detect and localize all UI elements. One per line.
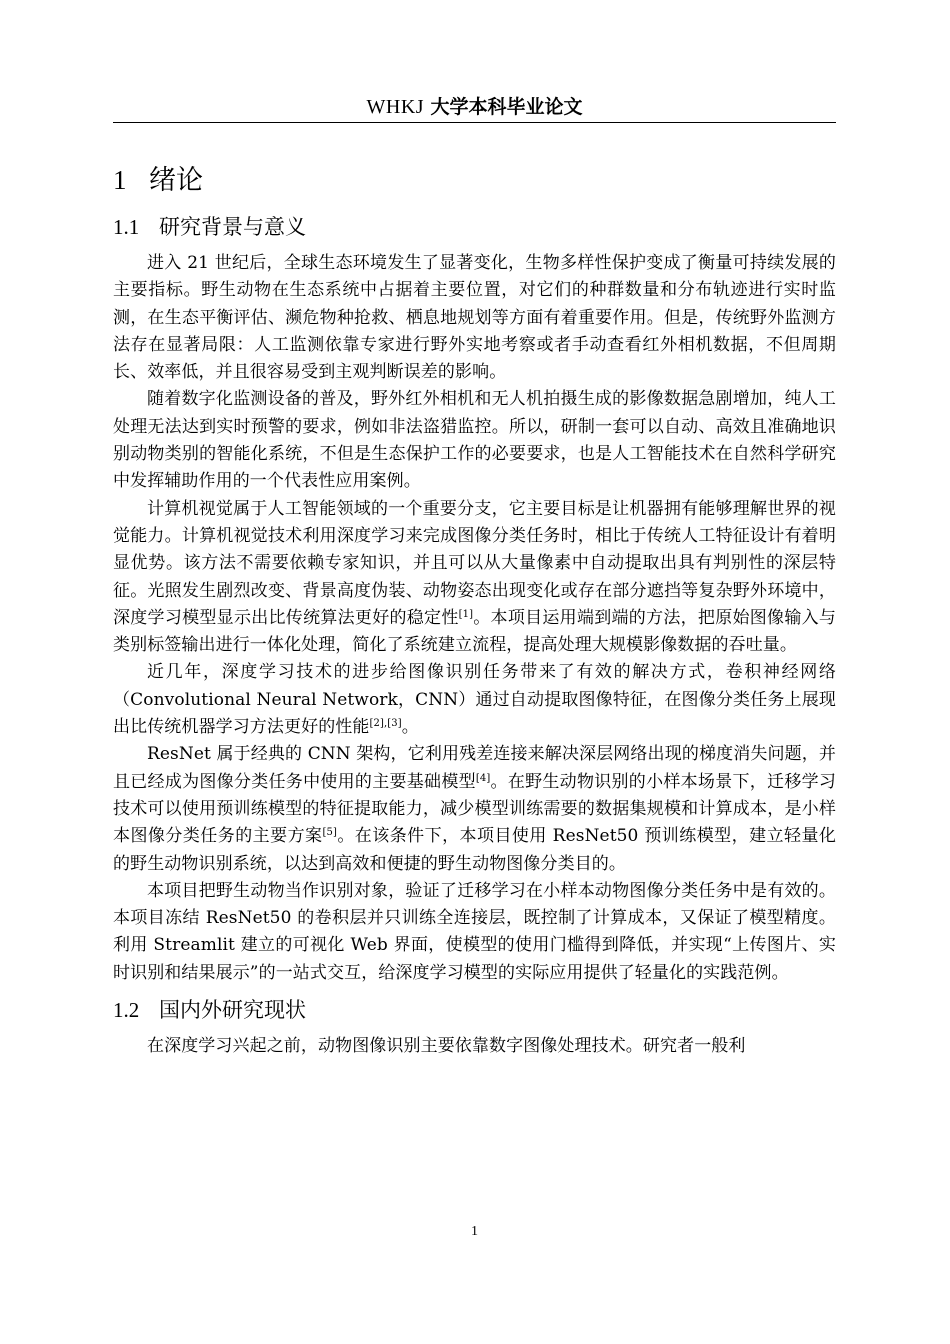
- header-latin: WHKJ: [366, 96, 425, 118]
- running-header: [113, 92, 836, 123]
- paragraph-7: 在深度学习兴起之前，动物图像识别主要依靠数字图像处理技术。研究者一般利: [147, 1036, 746, 1057]
- page-body: [113, 160, 836, 1060]
- chapter-heading: [113, 160, 836, 202]
- section-heading-1-2: [113, 995, 836, 1027]
- citation-2-3: [2],[3]: [369, 718, 402, 730]
- paragraph-3-text-b: 。本项目运用端到端的方法，把原始图像输入与类别标签输出进行一体化处理，简化了系统建立流程，提高处理大规模影像数据的吞吐量。: [113, 607, 836, 656]
- section-title: 研究背景与意义: [159, 215, 306, 239]
- page-number: 1: [471, 1224, 478, 1239]
- section-number: 1.2: [113, 998, 140, 1023]
- paragraph-5-text-c: 。在该条件下，本项目使用 ResNet50 预训练模型，建立轻量化的野生动物识别系统，以达到高效和便捷的野生动物图像分类目的。: [113, 826, 837, 874]
- paragraph-5: [113, 741, 836, 877]
- paragraph-2: 随着数字化监测设备的普及，野外红外相机和无人机拍摄生成的影像数据急剧增加，纯人工处理无法达到实时预警的要求，例如非法盗猎监控。所以，研制一套可以自动、高效且准确地识别动物类别的智能化系统，不但是生态保护工作的必要要求，也是人工智能技术在自然科学研究中发挥辅助作用的一个代表性应用案例。: [113, 389, 836, 492]
- paragraph-4: [113, 659, 836, 741]
- paragraph-5-text-b: 。在野生动物识别的小样本场景下，迁移学习技术可以使用预训练模型的特征提取能力，减少模型训练需要的数据集规模和计算成本，是小样本图像分类任务的主要方案: [113, 771, 836, 847]
- citation-1: [1]: [458, 608, 474, 620]
- header-title: 大学本科毕业论文: [430, 96, 583, 118]
- chapter-number: 1: [113, 165, 127, 195]
- chapter-title: 绪论: [149, 165, 203, 196]
- section-title: 国内外研究现状: [159, 998, 306, 1023]
- paragraph-4-text-b: 。: [401, 717, 419, 738]
- paragraph-1: 进入 21 世纪后，全球生态环境发生了显著变化，生物多样性保护变成了衡量可持续发展的主要指标。野生动物在生态系统中占据着主要位置，对它们的种群数量和分布轨迹进行实时监测，在生态平衡评估、濒危物种抢救、栖息地规划等方面有着重要作用。但是，传统野外监测方法存在显著局限：人工监测依靠专家进行野外实地考察或者手动查看红外相机数据，不但周期长、效率低，并且很容易受到主观判断误差的影响。: [113, 253, 836, 383]
- paragraph-3: [113, 496, 836, 660]
- section-heading-1-1: [113, 212, 836, 244]
- paragraph-3-text-a: 计算机视觉属于人工智能领域的一个重要分支，它主要目标是让机器拥有能够理解世界的视觉能力。计算机视觉技术利用深度学习来完成图像分类任务时，相比于传统人工特征设计有着明显优势。该方法不需要依赖专家知识，并且可以从大量像素中自动提取出具有判别性的深层特征。光照发生剧烈改变、背景高度伪装、动物姿态出现变化或存在部分遮挡等复杂野外环境中，深度学习模型显示出比传统算法更好的稳定性: [113, 498, 836, 628]
- citation-5: [5]: [322, 827, 337, 839]
- paragraph-4-text-a: 近几年，深度学习技术的进步给图像识别任务带来了有效的解决方式，卷积神经网络（Convolutional Neural Network，CNN）通过自动提取图像特征，在图像分类任务上展现出比传统机器学习方法更好的性能: [113, 662, 836, 738]
- paragraph-6: 本项目把野生动物当作识别对象，验证了迁移学习在小样本动物图像分类任务中是有效的。本项目冻结 ResNet50 的卷积层并只训练全连接层，既控制了计算成本，又保证了模型精度。利用 Streamlit 建立的可视化 Web 界面，使模型的使用门槛得到降低，并实现“上传图片、实时识别和结果展示”的一站式交互，给深度学习模型的实际应用提供了轻量化的实践范例。: [113, 880, 836, 983]
- citation-4: [4]: [475, 772, 491, 784]
- paragraph-5-text-a: ResNet 属于经典的 CNN 架构，它利用残差连接来解决深层网络出现的梯度消失问题，并且已经成为图像分类任务中使用的主要基础模型: [113, 744, 836, 792]
- section-number: 1.1: [113, 215, 140, 239]
